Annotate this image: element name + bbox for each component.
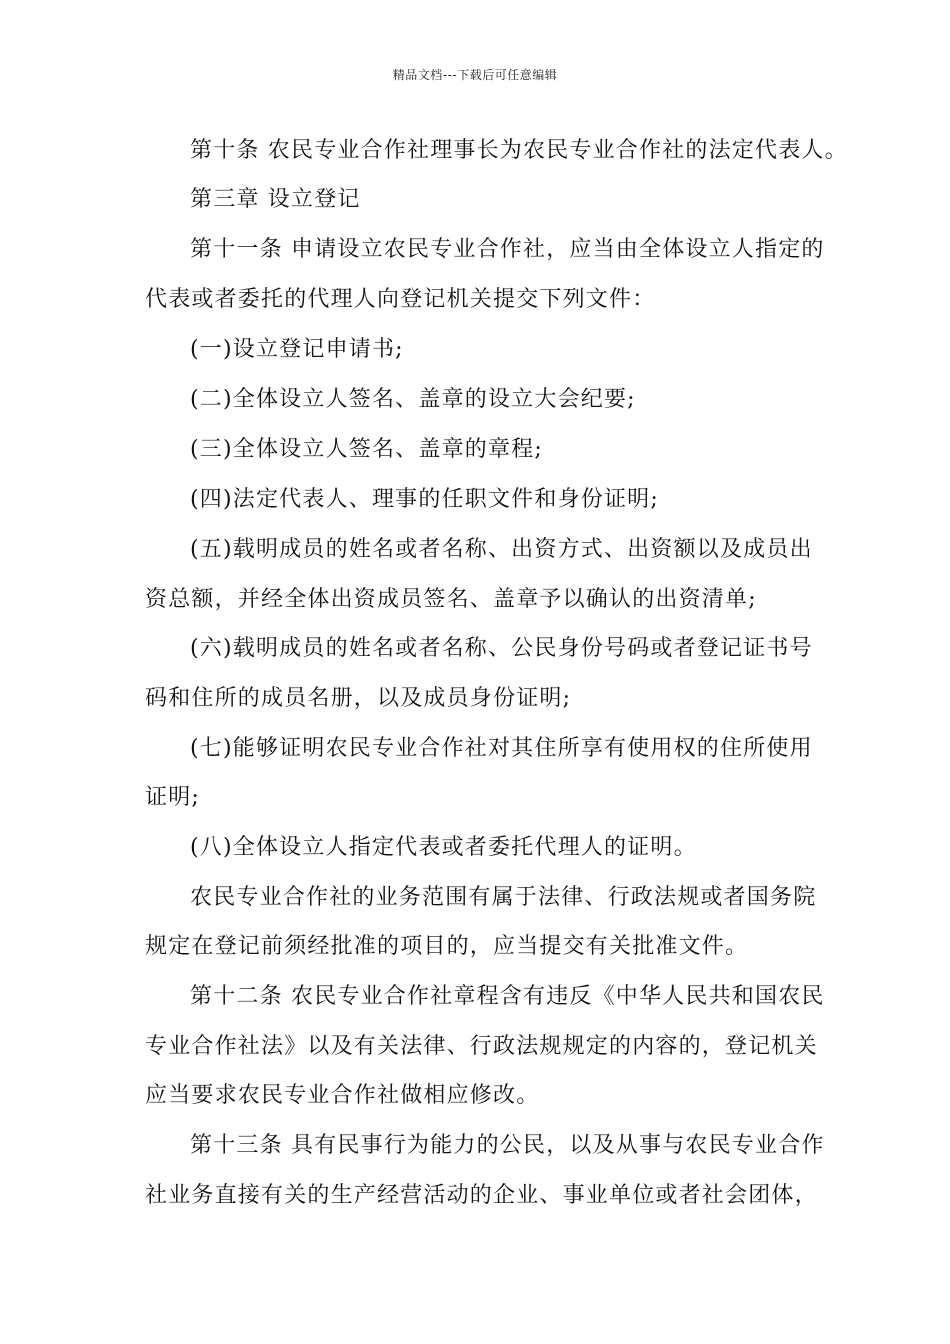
paragraph-line: 规定在登记前须经批准的项目的，应当提交有关批准文件。 — [145, 934, 749, 959]
list-item: (五)载明成员的姓名或者名称、出资方式、出资额以及成员出 — [190, 537, 813, 562]
paragraph-line: 第十二条 农民专业合作社章程含有违反《中华人民共和国农民 — [190, 984, 825, 1009]
list-item-continuation: 证明; — [145, 785, 201, 810]
paragraph-line: 第十条 农民专业合作社理事长为农民专业合作社的法定代表人。 — [190, 138, 848, 163]
list-item: (二)全体设立人签名、盖章的设立大会纪要; — [190, 387, 636, 412]
list-item: (六)载明成员的姓名或者名称、公民身份号码或者登记证书号 — [190, 636, 813, 661]
list-item-continuation: 资总额，并经全体出资成员签名、盖章予以确认的出资清单; — [145, 587, 757, 612]
paragraph-line: 社业务直接有关的生产经营活动的企业、事业单位或者社会团体， — [145, 1183, 818, 1208]
list-item: (三)全体设立人签名、盖章的章程; — [190, 437, 543, 462]
list-item: (八)全体设立人指定代表或者委托代理人的证明。 — [190, 835, 697, 860]
list-item-continuation: 码和住所的成员名册，以及成员身份证明; — [145, 686, 572, 711]
paragraph-line: 第十一条 申请设立农民专业合作社，应当由全体设立人指定的 — [190, 237, 825, 262]
paragraph-line: 代表或者委托的代理人向登记机关提交下列文件： — [145, 287, 656, 312]
paragraph-line: 专业合作社法》以及有关法律、行政法规规定的内容的，登记机关 — [145, 1034, 818, 1059]
paragraph-line: 第十三条 具有民事行为能力的公民，以及从事与农民专业合作 — [190, 1133, 825, 1158]
list-item: (一)设立登记申请书; — [190, 337, 404, 362]
page-header: 精品文档---下载后可任意编辑 — [392, 68, 558, 82]
list-item: (七)能够证明农民专业合作社对其住所享有使用权的住所使用 — [190, 736, 813, 761]
list-item: (四)法定代表人、理事的任职文件和身份证明; — [190, 487, 659, 512]
chapter-heading: 第三章 设立登记 — [190, 187, 361, 212]
paragraph-line: 应当要求农民专业合作社做相应修改。 — [145, 1083, 540, 1108]
paragraph-line: 农民专业合作社的业务范围有属于法律、行政法规或者国务院 — [190, 885, 817, 910]
